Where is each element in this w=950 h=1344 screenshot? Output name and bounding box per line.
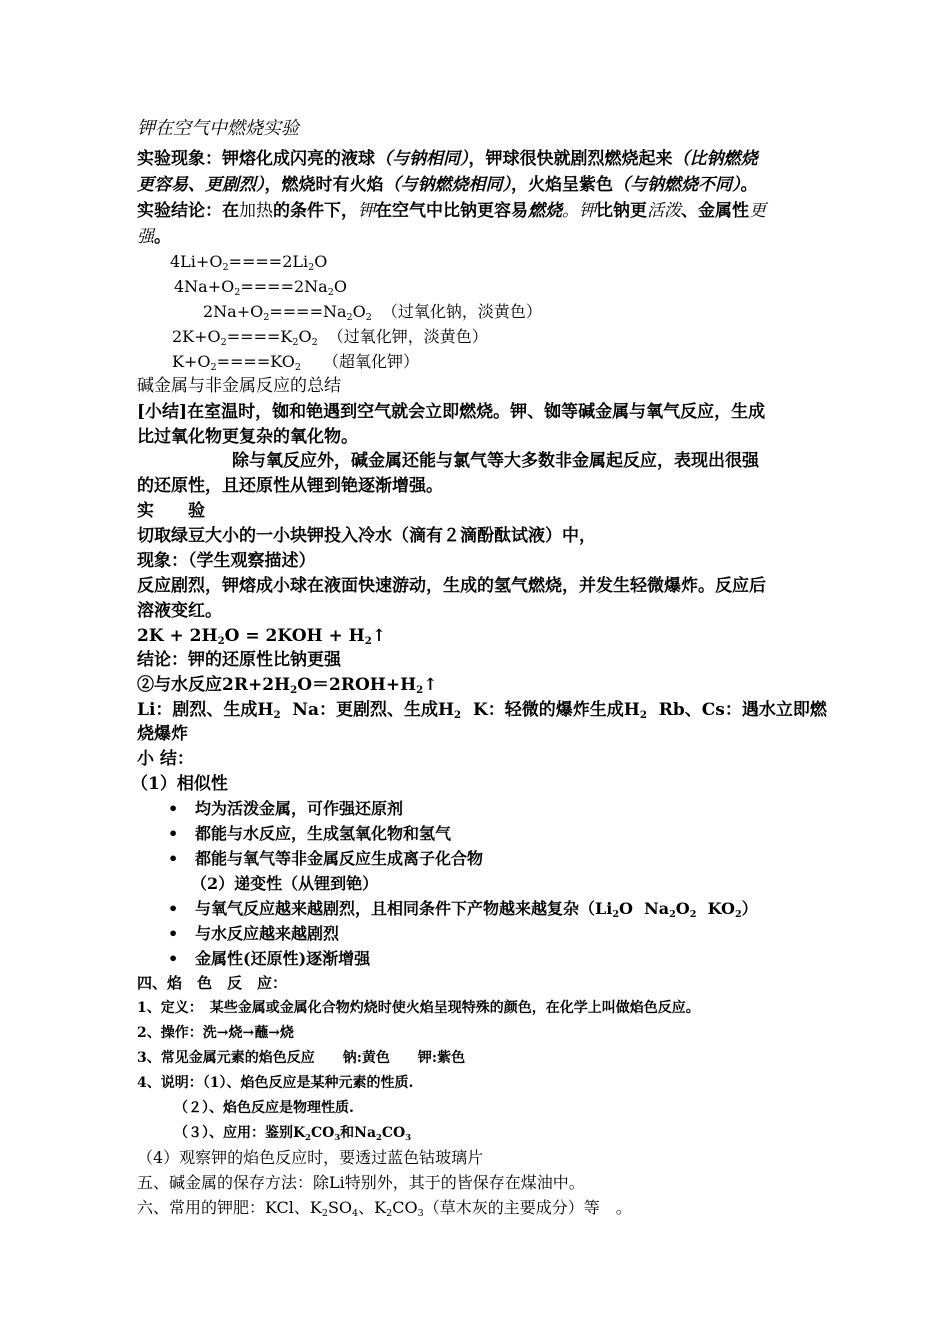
storage-line: 五、碱金属的保存方法：除Li特别外，其于的皆保存在煤油中。 <box>137 1173 585 1192</box>
metals-line-1: Li：剧烈、生成$H_2$ Na：更剧烈、生成$H_2$ K：轻微的爆炸生成$H_2$ Rb、Cs：遇水立即燃 <box>137 700 827 721</box>
small-summary-heading: 小 结： <box>137 749 194 769</box>
observe-potassium-line: （4）观察钾的焰色反应时，要透过蓝色钴玻璃片 <box>137 1148 484 1167</box>
conclusion-line-2: 强。 <box>137 227 171 247</box>
conclusion-line-1: 实验结论：在加热的条件下，钾在空气中比钠更容易燃烧。钾比钠更活泼、金属性更 <box>137 201 766 221</box>
bullet-icon: • <box>168 924 179 943</box>
trend-heading: （2）递变性（从锂到铯） <box>191 874 379 893</box>
equation-k2o2: $2K+O_2====K_2O_2$ （过氧化钾，淡黄色） <box>172 327 488 348</box>
experiment-line: 切取绿豆大小的一小块钾投入冷水（滴有２滴酚酞试液）中， <box>137 526 596 546</box>
list-item-similar-2: 都能与水反应，生成氢氧化物和氢气 <box>195 824 452 843</box>
flame-note-2: （２）、焰色反应是物理性质. <box>174 1100 354 1116</box>
phenomenon-line-2: 更容易、更剧烈），燃烧时有火焰（与钠燃烧相同），火焰呈紫色（与钠燃烧不同）。 <box>137 175 758 195</box>
summary-1-line-2: 比过氧化物更复杂的氧化物。 <box>137 427 358 447</box>
list-item-trend-water: 与水反应越来越剧烈 <box>195 924 340 943</box>
reaction-line-1: 反应剧烈，钾熔成小球在液面快速游动，生成的氢气燃烧，并发生轻微爆炸。反应后 <box>137 576 766 596</box>
bullet-icon: • <box>168 849 179 868</box>
list-item-trend-metallic: 金属性(还原性)逐渐增强 <box>195 949 371 968</box>
phenomenon-line-1: 实验现象：钾熔化成闪亮的液球（与钠相同），钾球很快就剧烈燃烧起来（比钠燃烧 <box>137 149 758 169</box>
bullet-icon: • <box>168 899 179 918</box>
water-equation: $2K + 2H_2O = 2KOH$ + $H_2↑$ <box>137 626 387 647</box>
equation-li: $4Li+O_2====2Li_2O$ <box>170 252 328 273</box>
flame-item-3: 3、常见金属元素的焰色反应 钠:黄色 钾:紫色 <box>137 1050 466 1066</box>
equation-na2o2: $2Na+O_2====Na_2O_2$ （过氧化钠，淡黄色） <box>203 302 542 323</box>
flame-note-3: （３）、应用：鉴别$K_2CO_3$和$Na_2CO_3$ <box>174 1125 412 1142</box>
equation-na: $4Na+O_2====2Na_2O$ <box>174 277 347 298</box>
metals-line-2: 烧爆炸 <box>137 724 188 744</box>
fertilizer-line: 六、常用的钾肥：KCl、$K_2SO_4$、$K_2CO_3$（草木灰的主要成分）等 。 <box>137 1198 632 1219</box>
flame-item-2: 2、操作：洗→烧→蘸→烧 <box>137 1025 294 1041</box>
summary-2-line-1: 除与氧反应外，碱金属还能与氯气等大多数非金属起反应，表现出很强 <box>232 451 759 471</box>
experiment-heading: 实 验 <box>137 501 205 521</box>
list-item-trend-oxygen: 与氧气反应越来越剧烈，且相同条件下产物越来越复杂（$Li_2O$ $Na_2O_2$ $KO_2$） <box>195 899 758 920</box>
bullet-icon: • <box>168 824 179 843</box>
equation-ko2: $K+O_2====KO_2$ （超氧化钾） <box>172 352 419 373</box>
bullet-icon: • <box>168 799 179 818</box>
flame-item-4: 4、说明：（1）、焰色反应是某种元素的性质. <box>137 1075 414 1091</box>
section-title: 钾在空气中燃烧实验 <box>137 118 299 139</box>
flame-item-1: 1、定义： 某些金属或金属化合物灼烧时使火焰呈现特殊的颜色，在化学上叫做焰色反应。 <box>137 1000 700 1016</box>
list-item-similar-3: 都能与氧气等非金属反应生成离子化合物 <box>195 849 484 868</box>
conclusion-reducing: 结论：钾的还原性比钠更强 <box>137 650 341 670</box>
water-general-equation: ②与水反应$2R+2H_2O=2ROH+H_2↑$ <box>137 675 438 696</box>
observation-line: 现象：（学生观察描述） <box>137 551 316 571</box>
bullet-icon: • <box>168 949 179 968</box>
similarity-heading: （1）相似性 <box>131 774 228 794</box>
summary-1-line-1: [小结]在室温时，铷和铯遇到空气就会立即燃烧。钾、铷等碱金属与氧气反应，生成 <box>137 402 766 422</box>
reaction-line-2: 溶液变红。 <box>137 601 222 621</box>
summary-heading: 碱金属与非金属反应的总结 <box>137 376 341 396</box>
list-item-similar-1: 均为活泼金属，可作强还原剂 <box>195 799 404 818</box>
summary-2-line-2: 的还原性，且还原性从锂到铯逐渐增强。 <box>137 476 443 496</box>
flame-heading: 四、焰 色 反 应： <box>137 974 288 992</box>
